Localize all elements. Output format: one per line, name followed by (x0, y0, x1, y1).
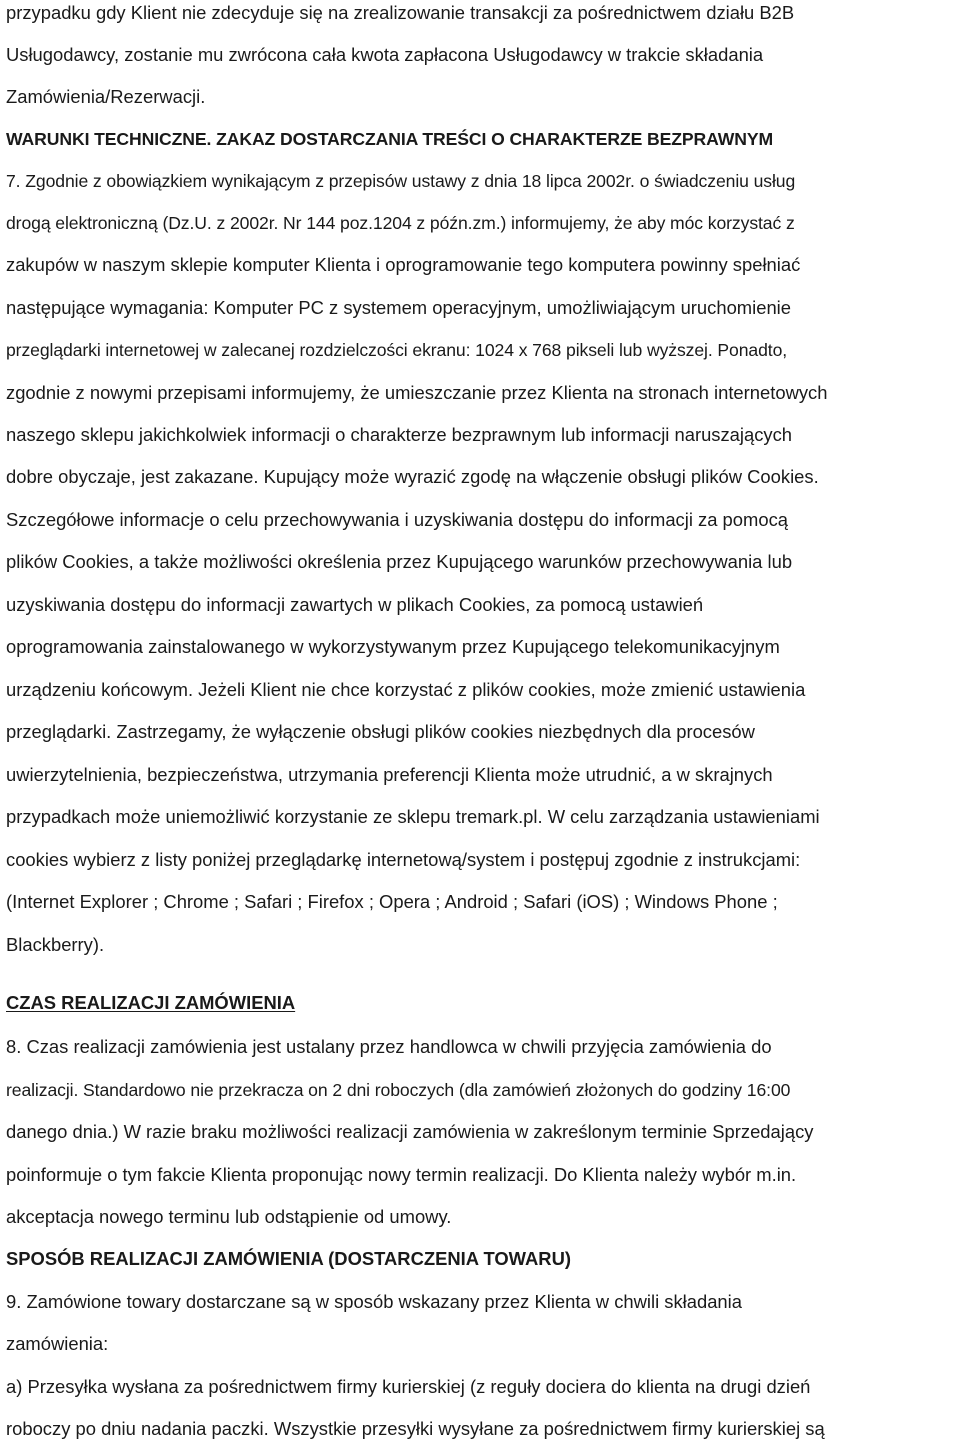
text-line: zakupów w naszym sklepie komputer Klienta i oprogramowanie tego komputera powinny spełniać (6, 254, 801, 275)
section-heading-delivery: SPOSÓB REALIZACJI ZAMÓWIENIA (DOSTARCZENIA TOWARU) (6, 1248, 571, 1269)
text-line: 7. Zgodnie z obowiązkiem wynikającym z przepisów ustawy z dnia 18 lipca 2002r. o świadczeniu usług (6, 171, 796, 191)
text-line: dobre obyczaje, jest zakazane. Kupujący może wyrazić zgodę na włączenie obsługi plików Cookies. (6, 466, 819, 487)
text-line: 8. Czas realizacji zamówienia jest ustalany przez handlowca w chwili przyjęcia zamówienia do (6, 1036, 772, 1057)
text-line: przeglądarki internetowej w zalecanej rozdzielczości ekranu: 1024 x 768 pikseli lub wyższej. Ponadto, (6, 340, 788, 360)
text-line: plików Cookies, a także możliwości określenia przez Kupującego warunków przechowywania lub (6, 551, 793, 572)
text-line: (Internet Explorer ; Chrome ; Safari ; Firefox ; Opera ; Android ; Safari (iOS) ; Windows Phone ; (6, 891, 778, 912)
text-line: Zamówienia/Rezerwacji. (6, 86, 206, 107)
text-line: zamówienia: (6, 1333, 109, 1354)
text-line: poinformuje o tym fakcie Klienta proponując nowy termin realizacji. Do Klienta należy wybór m.in. (6, 1164, 797, 1185)
section-heading-order-time: CZAS REALIZACJI ZAMÓWIENIA (6, 992, 296, 1013)
text-line: 9. Zamówione towary dostarczane są w sposób wskazany przez Klienta w chwili składania (6, 1291, 742, 1312)
section-heading-technical: WARUNKI TECHNICZNE. ZAKAZ DOSTARCZANIA TREŚCI O CHARAKTERZE BEZPRAWNYM (6, 129, 774, 149)
text-line: naszego sklepu jakichkolwiek informacji o charakterze bezprawnym lub informacji naruszających (6, 424, 793, 445)
text-line: uwierzytelnienia, bezpieczeństwa, utrzymania preferencji Klienta może utrudnić, a w skrajnych (6, 764, 773, 785)
text-line: realizacji. Standardowo nie przekracza on 2 dni roboczych (dla zamówień złożonych do godziny 16:00 (6, 1080, 791, 1100)
text-line: przypadkach może uniemożliwić korzystanie ze sklepu tremark.pl. W celu zarządzania ustawieniami (6, 806, 820, 827)
text-line: cookies wybierz z listy poniżej przeglądarkę internetową/system i postępuj zgodnie z instrukcjami: (6, 849, 801, 870)
text-line: roboczy po dniu nadania paczki. Wszystkie przesyłki wysyłane za pośrednictwem firmy kurierskiej są (6, 1418, 825, 1439)
text-line: Usługodawcy, zostanie mu zwrócona cała kwota zapłacona Usługodawcy w trakcie składania (6, 44, 764, 65)
text-line: akceptacja nowego terminu lub odstąpienie od umowy. (6, 1206, 452, 1227)
text-line: przeglądarki. Zastrzegamy, że wyłączenie obsługi plików cookies niezbędnych dla procesów (6, 721, 755, 742)
text-line: danego dnia.) W razie braku możliwości realizacji zamówienia w zakreślonym terminie Sprzedający (6, 1121, 814, 1142)
text-line: uzyskiwania dostępu do informacji zawartych w plikach Cookies, za pomocą ustawień (6, 594, 704, 615)
text-line: przypadku gdy Klient nie zdecyduje się na zrealizowanie transakcji za pośrednictwem działu B2B (6, 2, 795, 23)
text-line: Blackberry). (6, 934, 105, 955)
text-line: zgodnie z nowymi przepisami informujemy, że umieszczanie przez Klienta na stronach internetowych (6, 382, 828, 403)
text-line: a) Przesyłka wysłana za pośrednictwem firmy kurierskiej (z reguły dociera do klienta na drugi dzień (6, 1376, 811, 1397)
text-line: urządzeniu końcowym. Jeżeli Klient nie chce korzystać z plików cookies, może zmienić ustawienia (6, 679, 806, 700)
text-line: oprogramowania zainstalowanego w wykorzystywanym przez Kupującego telekomunikacyjnym (6, 636, 780, 657)
text-line: następujące wymagania: Komputer PC z systemem operacyjnym, umożliwiającym uruchomienie (6, 297, 791, 318)
text-line: Szczegółowe informacje o celu przechowywania i uzyskiwania dostępu do informacji za pomocą (6, 509, 788, 530)
text-line: drogą elektroniczną (Dz.U. z 2002r. Nr 144 poz.1204 z późn.zm.) informujemy, że aby móc korzystać z (6, 213, 795, 233)
